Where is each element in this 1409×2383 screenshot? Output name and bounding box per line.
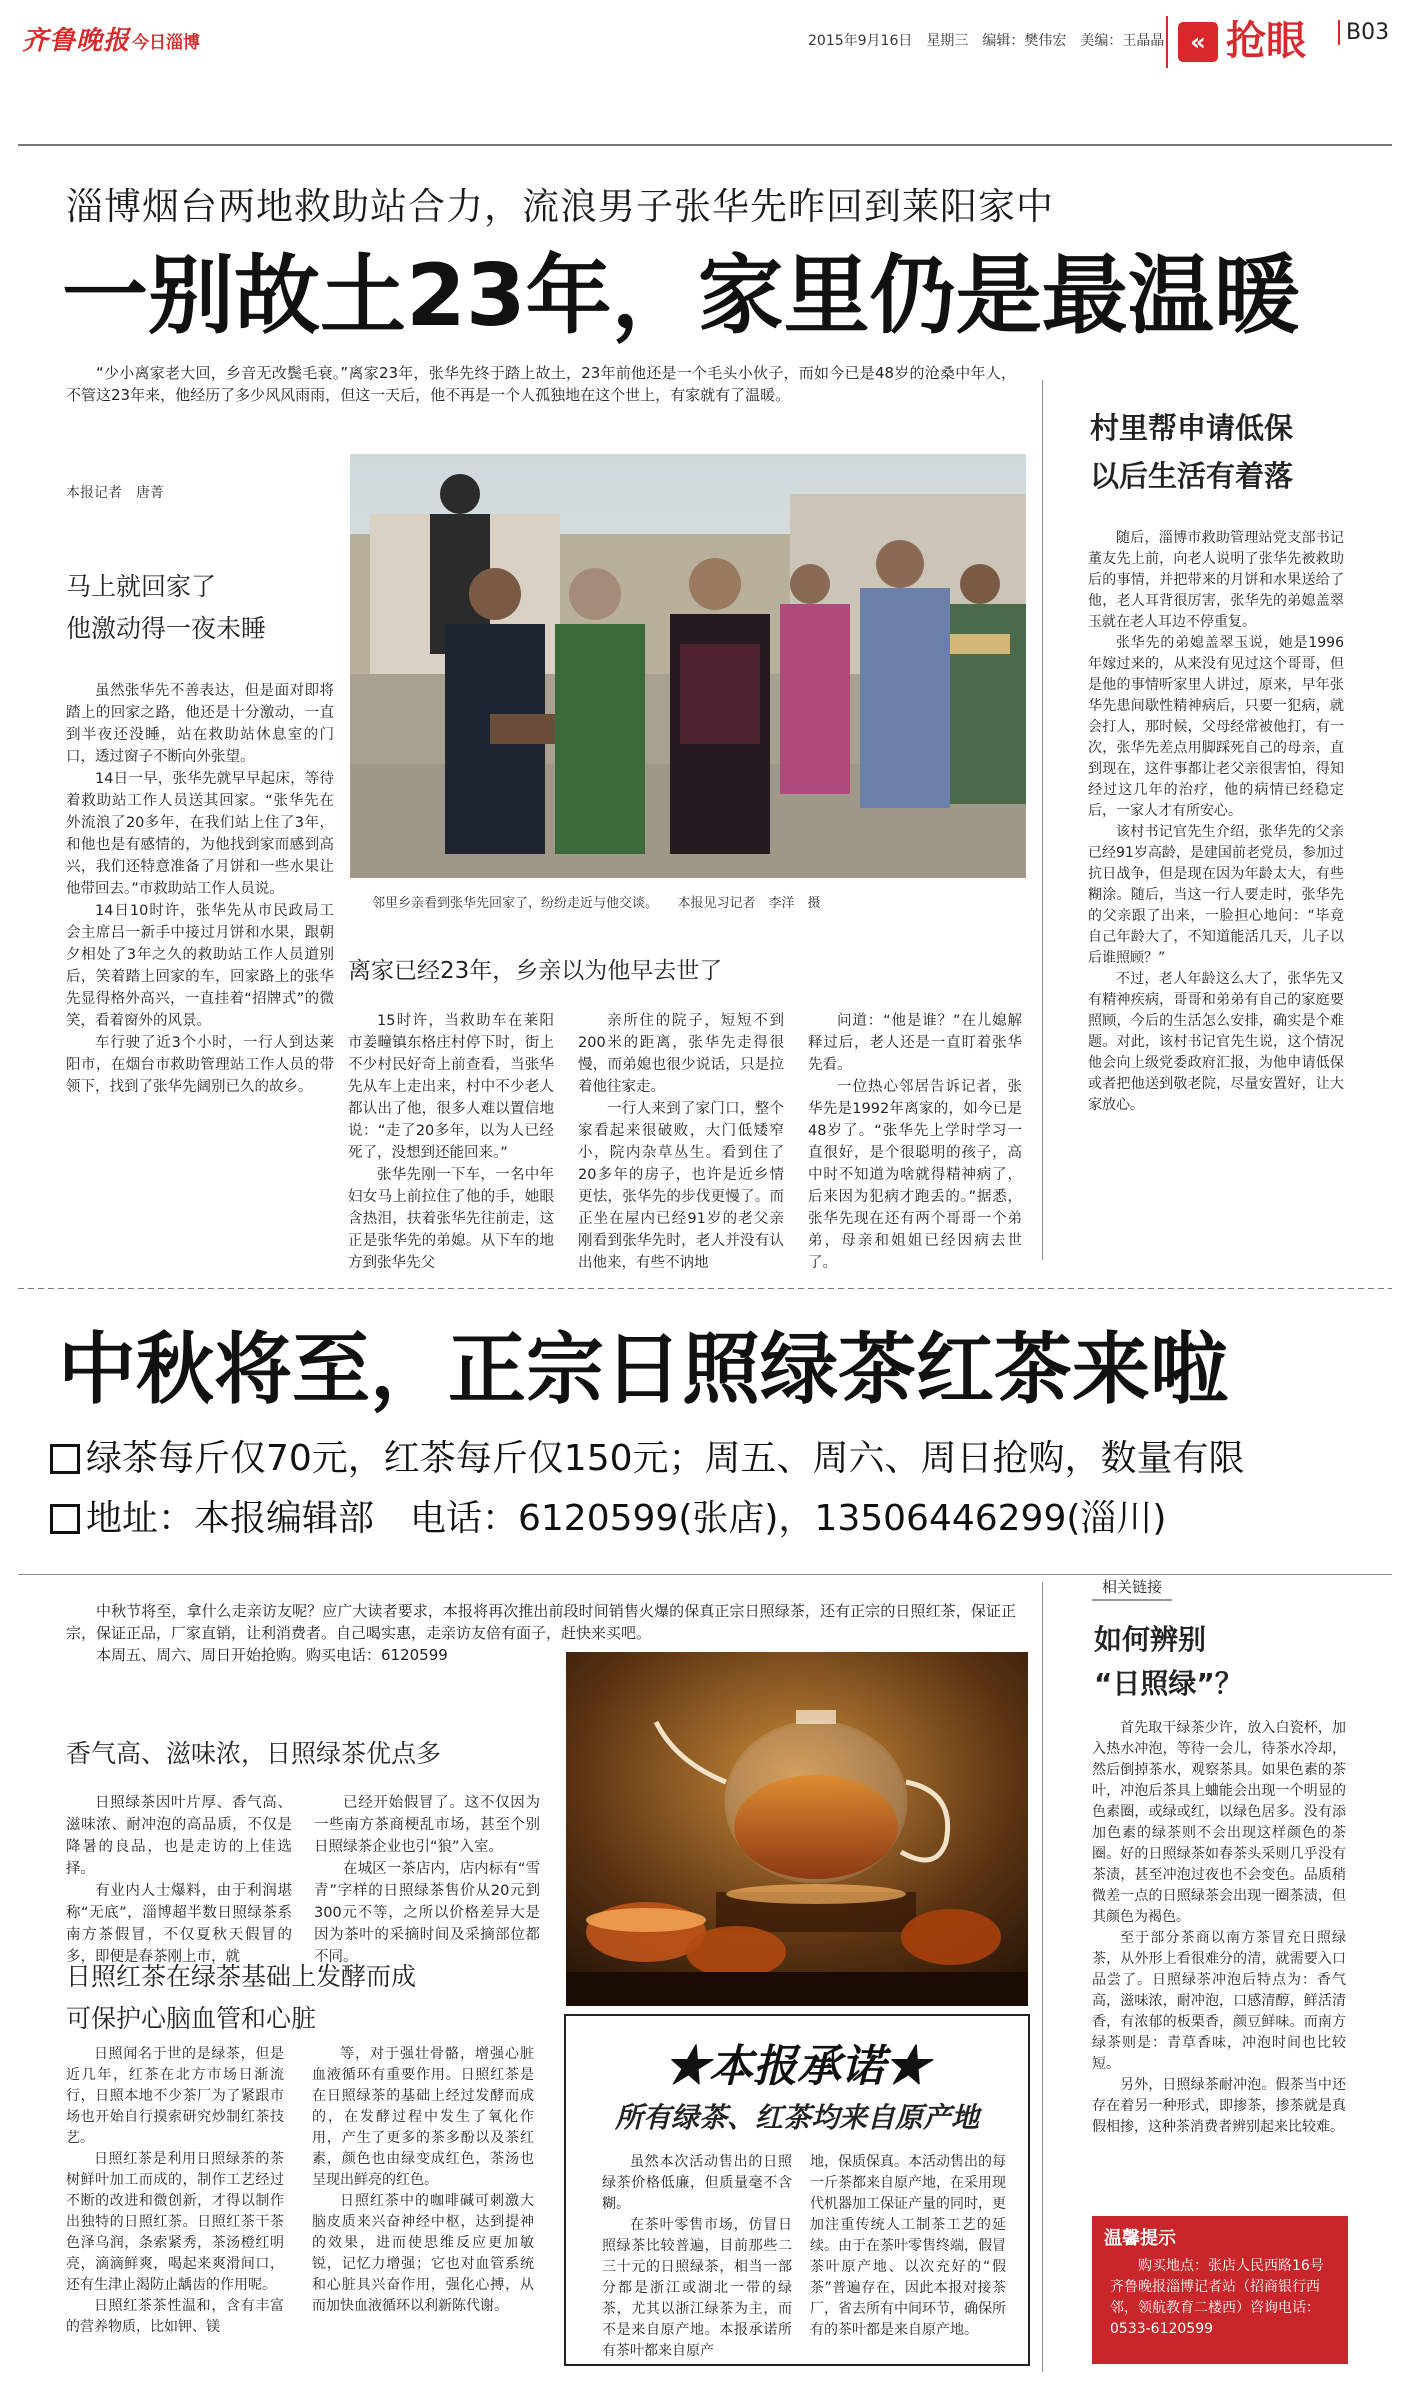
paragraph: 至于部分茶商以南方茶冒充日照绿茶，从外形上看很难分的清，就需要入口品尝了。日照绿茶冲泡后特点为：香气高，滋味浓，耐冲泡，口感清醇，鲜活清香，有浓郁的板栗香，颜豆鲜味。而南方绿茶则是：青草香味，冲泡时间也比较短。 [1092, 1930, 1346, 2072]
sidebar-title-line: “日照绿”？ [1094, 1667, 1243, 1700]
sidebar-title-line: 如何辨别 [1094, 1623, 1207, 1656]
paragraph: 亲所住的院子，短短不到200米的距离，张华先走得很慢，而弟媳也很少说话，只是拉着他往家走。 [578, 1013, 784, 1095]
story1-subhead-1 [66, 566, 266, 650]
promise-subtitle: 所有绿茶、红茶均来自原产地 [614, 2101, 979, 2134]
story1-column-4 [808, 1010, 1022, 1274]
promise-box [564, 2014, 1030, 2366]
story1-column-1 [66, 680, 334, 1098]
paragraph: 随后，淄博市救助管理站党支部书记董友先上前，向老人说明了张华先被救助后的事情，并把带来的月饼和水果送给了他，老人耳背很厉害，张华先的弟媳盖翠玉就在老人耳边不停重复。 [1088, 530, 1344, 630]
subhead-line: 马上就回家了 [66, 572, 217, 601]
story1-lede: “少小离家老大回，乡音无改鬓毛衰。”离家23年，张华先终于踏上故土，23年前他还是一个毛头小伙子，而如今已是48岁的沧桑中年人，不管这23年来，他经历了多少风风雨雨，但这一天后，他不再是一个人孤独地在这个世上，有家就有了温暖。 [66, 364, 1016, 404]
paragraph: 日照红茶中的咖啡碱可刺激大脑皮质来兴奋神经中枢，达到提神的效果，进而使思维反应更加敏锐，记忆力增强；它也对血管系统和心脏具兴奋作用，强化心搏，从而加快血液循环以利新陈代谢。 [312, 2193, 534, 2314]
story2-subhead-2 [66, 1956, 416, 2040]
subhead-line: 以后生活有着落 [1090, 459, 1294, 493]
paragraph: 张华先的弟媳盖翠玉说，她是1996年嫁过来的，从来没有见过这个哥哥，但是他的事情听家里人讲过，原来，早年张华先患间歇性精神病后，只要一犯病，就会打人，那时候，父母经常被他打，有一次，张华先差点用脚踩死自己的母亲，直到现在，这件事都让老父亲很害怕，得知经过这几年的治疗，他的病情已经稳定后，一家人才有所安心。 [1088, 635, 1344, 819]
story1-kicker: 淄博烟台两地救助站合力，流浪男子张华先昨回到莱阳家中 [66, 185, 1054, 228]
chevron-left-icon: « [1178, 22, 1218, 62]
paragraph: 有业内人士爆料，由于利润堪称“无底”，淄博超半数日照绿茶系南方茶假冒，不仅夏秋天假冒的多，即便是春茶刚上市，就 [66, 1883, 292, 1965]
story2-headline: 中秋将至，正宗日照绿茶红茶来啦 [58, 1325, 1229, 1415]
paragraph: 日照红茶是利用日照绿茶的茶树鲜叶加工而成的，制作工艺经过不断的改进和微创新，才得以制作出独特的日照红茶。日照红茶干茶色泽乌润，条索紧秀，茶汤橙红明亮，滴滴鲜爽，喝起来爽滑间口，还有生津止渴防止龋齿的作用呢。 [66, 2151, 284, 2293]
tea-photo [566, 1652, 1028, 2006]
paragraph: 日照红茶茶性温和，含有丰富的营养物质，比如钾、镁 [66, 2298, 284, 2335]
story2-column-b [314, 1792, 540, 1968]
reunion-photo-image [350, 454, 1026, 878]
column-divider [1042, 380, 1043, 1260]
story1-byline: 本报记者 唐菁 [66, 485, 164, 501]
notice-body: 购买地点：张店人民西路16号齐鲁晚报淄博记者站（招商银行西邻，领航教育二楼西）咨询电话：0533-6120599 [1110, 2258, 1324, 2337]
paragraph: 日照绿茶因叶片厚、香气高、滋味浓、耐冲泡的高品质，不仅是降暑的良品，也是走访的上佳选择。 [66, 1795, 292, 1877]
paragraph: 车行驶了近3个小时，一行人到达莱阳市，在烟台市救助管理站工作人员的带领下，找到了张华先阔别已久的故乡。 [66, 1035, 334, 1095]
sidebar-title [1094, 1618, 1243, 1706]
photo-caption: 邻里乡亲看到张华先回家了，纷纷走近与他交谈。 本报见习记者 李洋 摄 [372, 896, 821, 911]
sidebar-divider [1042, 1582, 1043, 2372]
paragraph: 一行人来到了家门口，整个家看起来很破败，大门低矮窄小，院内杂草丛生。看到住了20多年的房子，也许是近乡情更怯，张华先的步伐更慢了。而正坐在屋内已经91岁的老父亲刚看到张华先时，老人并没有认出他来，有些不讷地 [578, 1101, 784, 1271]
sidebar-tag: 相关链接 [1092, 1574, 1172, 1601]
story2-offer-line [50, 1434, 1245, 1484]
subhead-line: 村里帮申请低保 [1090, 411, 1294, 445]
story1-subhead-2: 离家已经23年，乡亲以为他早去世了 [348, 958, 723, 984]
paragraph: 问道：“他是谁？”在儿媳解释过后，老人还是一直盯着张华先看。 [808, 1013, 1022, 1073]
story1-column-3 [578, 1010, 784, 1274]
paper-name: 齐鲁晚报 [22, 26, 131, 56]
notice-box [1092, 2216, 1348, 2364]
masthead-rule [18, 144, 1392, 146]
teapot-photo-image [566, 1652, 1028, 2006]
paragraph: 在茶叶零售市场，仿冒日照绿茶比较普遍，目前那些二三十元的日照绿茶，相当一部分都是浙江或湖北一带的绿茶，尤其以浙江绿茶为主，而不是来自原产地。本报承诺所有茶叶都来自原产 [602, 2217, 792, 2359]
story2-column-d [312, 2044, 534, 2317]
section-divider [18, 1288, 1392, 1289]
story2-intro-2: 本周五、周六、周日开始抢购。购买电话：6120599 [96, 1646, 448, 1664]
promise-title: ★本报承诺★ [665, 2041, 929, 2092]
paragraph: 一位热心邻居告诉记者，张华先是1992年离家的，如今已是48岁了。“张华先上学时学习一直很好，是个很聪明的孩子，高中时不知道为啥就得精神病了，后来因为犯病才跑丢的。”据悉，张华先现在还有两个哥哥一个弟弟，母亲和姐姐已经因病去世了。 [808, 1079, 1022, 1271]
section-tag-box [1166, 16, 1326, 68]
story2-contact-line [50, 1494, 1166, 1544]
sidebar-body [1092, 1718, 1346, 2138]
subhead-line: 日照红茶在绿茶基础上发酵而成 [66, 1962, 417, 1991]
paragraph: 日照闻名于世的是绿茶，但是近几年，红茶在北方市场日渐流行，日照本地不少茶厂为了紧跟市场也开始自行摸索研究炒制红茶技艺。 [66, 2046, 284, 2146]
page-number: B03 [1338, 20, 1389, 45]
story1-column-2 [348, 1010, 554, 1274]
story2-column-a [66, 1792, 292, 1968]
paragraph: 地，保质保真。本活动售出的每一斤茶都来自原产地，在采用现代机器加工保证产量的同时，更加注重传统人工制茶工艺的延续。由于在茶叶零售终端，假冒茶叶原产地、以次充好的“假茶”普遍存在，因此本报对接茶厂，省去所有中间环节，确保所有的茶叶都是来自原产地。 [810, 2154, 1006, 2338]
story2-subhead-1: 香气高、滋味浓，日照绿茶优点多 [66, 1739, 442, 1768]
date-line: 2015年9月16日 星期三 编辑：樊伟宏 美编：王晶晶 [808, 33, 1165, 49]
offer-text: 绿茶每斤仅70元，红茶每斤仅150元；周五、周六、周日抢购，数量有限 [86, 1438, 1245, 1479]
promise-column-e [602, 2152, 792, 2362]
paragraph: 15时许，当救助车在莱阳市姜疃镇东格庄村停下时，街上不少村民好奇上前查看，当张华先从车上走出来，村中不少老人都认出了他，很多人难以置信地说：“走了20多年，以为人已经死了，没想到还能回来。” [348, 1013, 554, 1161]
checkbox-icon [50, 1504, 80, 1534]
subhead-line: 他激动得一夜未睡 [66, 614, 267, 643]
paragraph: 虽然本次活动售出的日照绿茶价格低廉，但质量毫不含糊。 [602, 2154, 792, 2212]
paragraph: 该村书记官先生介绍，张华先的父亲已经91岁高龄，是建国前老党员，参加过抗日战争，但是现在因为年龄太大，有些糊涂。随后，当这一行人要走时，张华先的父亲跟了出来，一脸担心地问：“毕竟自己年龄大了，不知道能活几天，儿子以后谁照顾？” [1088, 824, 1344, 966]
checkbox-icon [50, 1444, 80, 1474]
paragraph: 张华先刚一下车，一名中年妇女马上前拉住了他的手，她眼含热泪，扶着张华先往前走，这正是张华先的弟媳。从下车的地方到张华先父 [348, 1167, 554, 1271]
story2-column-c [66, 2044, 284, 2338]
paragraph: 首先取干绿茶少许，放入白瓷杯，加入热水冲泡，等待一会儿，待茶水冷却，然后倒掉茶水，观察茶具。如果色素的茶叶，冲泡后茶具上蛐能会出现一个明显的色素圈，或绿或红，以绿色居多。没有添加色素的绿茶则不会出现这样颜色的茶圈。好的日照绿茶如春茶头采则几乎没有茶渍，甚至冲泡过夜也不会变色。品质稍微差一点的日照绿茶会出现一圈茶渍，但其颜色为褐色。 [1092, 1720, 1346, 1925]
promise-column-f [810, 2152, 1006, 2341]
story1-column-5 [1088, 528, 1344, 1116]
notice-title: 温馨提示 [1104, 2228, 1176, 2249]
paragraph: 14日10时许，张华先从市民政局工会主席吕一新手中接过月饼和水果，跟朝夕相处了3年之久的救助站工作人员道别后，笑着踏上回家的车，回家路上的张华先显得格外高兴，一直挂着“招牌式”的微笑，看着窗外的风景。 [66, 903, 334, 1029]
story1-subhead-3 [1090, 404, 1293, 500]
paragraph: 不过，老人年龄这么大了，张华先又有精神疾病，哥哥和弟弟有自己的家庭要照顾，今后的生活怎么安排，确实是个难题。对此，该村书记官先生说，这个情况他会向上级党委政府汇报，为他申请低保或者把他送到敬老院，尽量安置好，让大家放心。 [1088, 971, 1344, 1113]
paragraph: 14日一早，张华先就早早起床，等待着救助站工作人员送其回家。“张华先在外流浪了20多年，在我们站上住了3年，和他也是有感情的，为他找到家而感到高兴，我们还特意准备了月饼和一些水果让他带回去。”市救助站工作人员说。 [66, 771, 334, 897]
subhead-line: 可保护心脑血管和心脏 [66, 2004, 317, 2033]
paragraph: 虽然张华先不善表达，但是面对即将踏上的回家之路，他还是十分激动，一直到半夜还没睡，站在救助站休息室的门口，透过窗子不断向外张望。 [66, 683, 334, 765]
paragraph: 已经开始假冒了。这不仅因为一些南方茶商梗乱市场，甚至个别日照绿茶企业也引“狼”入室。 [314, 1795, 540, 1855]
contact-text: 地址：本报编辑部 电话：6120599(张店)，13506446299(淄川) [86, 1498, 1167, 1539]
ad-divider [18, 1574, 1392, 1575]
section-tag: 抢眼 [1226, 18, 1306, 64]
paragraph: 另外，日照绿茶耐冲泡。假茶当中还存在着另一种形式，即掺茶，掺茶就是真假相掺，这种茶消费者辨别起来比较难。 [1092, 2077, 1346, 2135]
paragraph: 在城区一茶店内，店内标有“雪青”字样的日照绿茶售价从20元到300元不等，之所以价格差异大是因为茶叶的采摘时间及采摘部位都不同。 [314, 1861, 540, 1965]
paragraph: 等，对于强壮骨骼，增强心脏血液循环有重要作用。日照红茶是在日照绿茶的基础上经过发酵而成的，在发酵过程中发生了氧化作用，产生了更多的茶多酚以及茶红素，颜色也由绿变成红色，茶汤也呈现出鲜亮的红色。 [312, 2046, 534, 2188]
story2-intro: 中秋节将至，拿什么走亲访友呢？应广大读者要求，本报将再次推出前段时间销售火爆的保真正宗日照绿茶，还有正宗的日照红茶，保证正宗，保证正品，厂家直销，让利消费者。自己喝实惠，走亲访友倍有面子，赶快来买吧。 [66, 1602, 1016, 1642]
section-name: 今日淄博 [132, 33, 200, 53]
story1-headline: 一别故土23年，家里仍是最温暖 [62, 246, 1300, 346]
news-photo-family-reunion [350, 454, 1026, 878]
